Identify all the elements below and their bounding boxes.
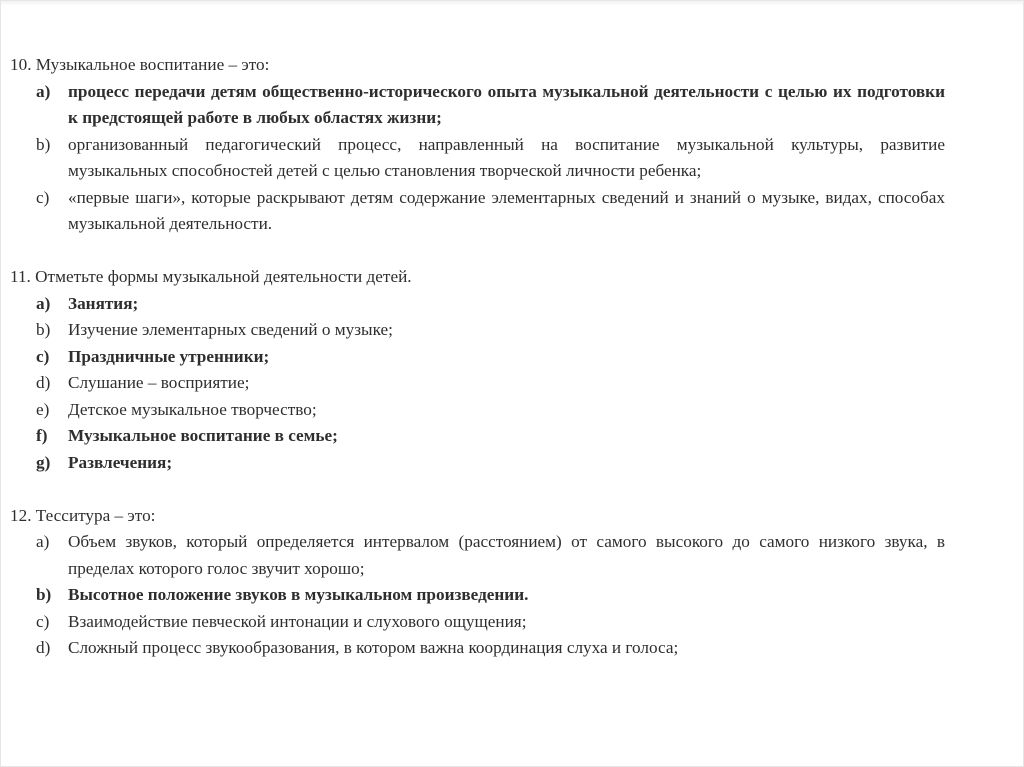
answer-text: Детское музыкальное творчество; bbox=[68, 399, 317, 419]
answer-letter: c) bbox=[36, 187, 50, 207]
question-title: 10. Музыкальное воспитание – это: bbox=[10, 55, 270, 74]
document-body bbox=[10, 52, 945, 662]
answer-item bbox=[36, 529, 945, 582]
question-title: 11. Отметьте формы музыкальной деятельности детей. bbox=[10, 267, 412, 286]
answer-text: Высотное положение звуков в музыкальном произведении. bbox=[68, 585, 529, 604]
answer-item bbox=[36, 397, 945, 424]
answer-item bbox=[36, 582, 945, 609]
answer-text: процесс передачи детям общественно-исторического опыта музыкальной деятельности с целью их подготовки к предстоящей работе в любых областях жизни; bbox=[68, 81, 945, 127]
answer-letter: c) bbox=[36, 346, 50, 366]
answer-item bbox=[36, 79, 945, 132]
answer-text: Занятия; bbox=[68, 293, 139, 313]
section-spacer bbox=[10, 238, 945, 265]
answer-text: Развлечения; bbox=[68, 452, 173, 472]
answer-letter: d) bbox=[36, 638, 51, 657]
answer-item bbox=[36, 344, 945, 371]
answer-item bbox=[36, 291, 945, 318]
answer-text: Слушание – восприятие; bbox=[68, 373, 250, 392]
answer-list bbox=[10, 529, 945, 662]
question-title: 12. Тесситура – это: bbox=[10, 505, 156, 525]
answer-item bbox=[36, 450, 945, 477]
question-10 bbox=[10, 52, 945, 238]
answer-text: Сложный процесс звукообразования, в котором важна координация слуха и голоса; bbox=[68, 638, 679, 657]
answer-item bbox=[36, 609, 945, 636]
answer-letter: b) bbox=[36, 134, 51, 154]
answer-text: Объем звуков, который определяется интервалом (расстоянием) от самого высокого до самого низкого звука, в пределах которого голос звучит хорошо; bbox=[68, 532, 945, 578]
answer-list bbox=[10, 291, 945, 477]
answer-letter: e) bbox=[36, 399, 50, 419]
answer-letter: b) bbox=[36, 320, 51, 339]
answer-text: Праздничные утренники; bbox=[68, 346, 270, 366]
answer-letter: b) bbox=[36, 585, 52, 604]
section-spacer bbox=[10, 476, 945, 503]
answer-text: «первые шаги», которые раскрывают детям содержание элементарных сведений и знаний о музыке, видах, способах музыкальной деятельности. bbox=[68, 187, 945, 233]
answer-letter: d) bbox=[36, 373, 51, 392]
answer-letter: f) bbox=[36, 426, 48, 445]
answer-item bbox=[36, 370, 945, 397]
answer-text: Музыкальное воспитание в семье; bbox=[68, 426, 338, 445]
answer-item bbox=[36, 185, 945, 238]
answer-list bbox=[10, 79, 945, 238]
answer-item bbox=[36, 423, 945, 450]
answer-letter: a) bbox=[36, 81, 51, 101]
answer-letter: c) bbox=[36, 611, 50, 631]
answer-text: Взаимодействие певческой интонации и слухового ощущения; bbox=[68, 611, 527, 631]
answer-letter: g) bbox=[36, 452, 51, 472]
question-12 bbox=[10, 503, 945, 662]
answer-letter: a) bbox=[36, 293, 51, 313]
answer-item bbox=[36, 317, 945, 344]
answer-text: организованный педагогический процесс, направленный на воспитание музыкальной культуры, развитие музыкальных способностей детей с целью становления творческой личности ребенка; bbox=[68, 134, 945, 180]
answer-letter: a) bbox=[36, 532, 50, 551]
question-11 bbox=[10, 264, 945, 476]
answer-text: Изучение элементарных сведений о музыке; bbox=[68, 320, 393, 339]
answer-item bbox=[36, 132, 945, 185]
answer-item bbox=[36, 635, 945, 662]
